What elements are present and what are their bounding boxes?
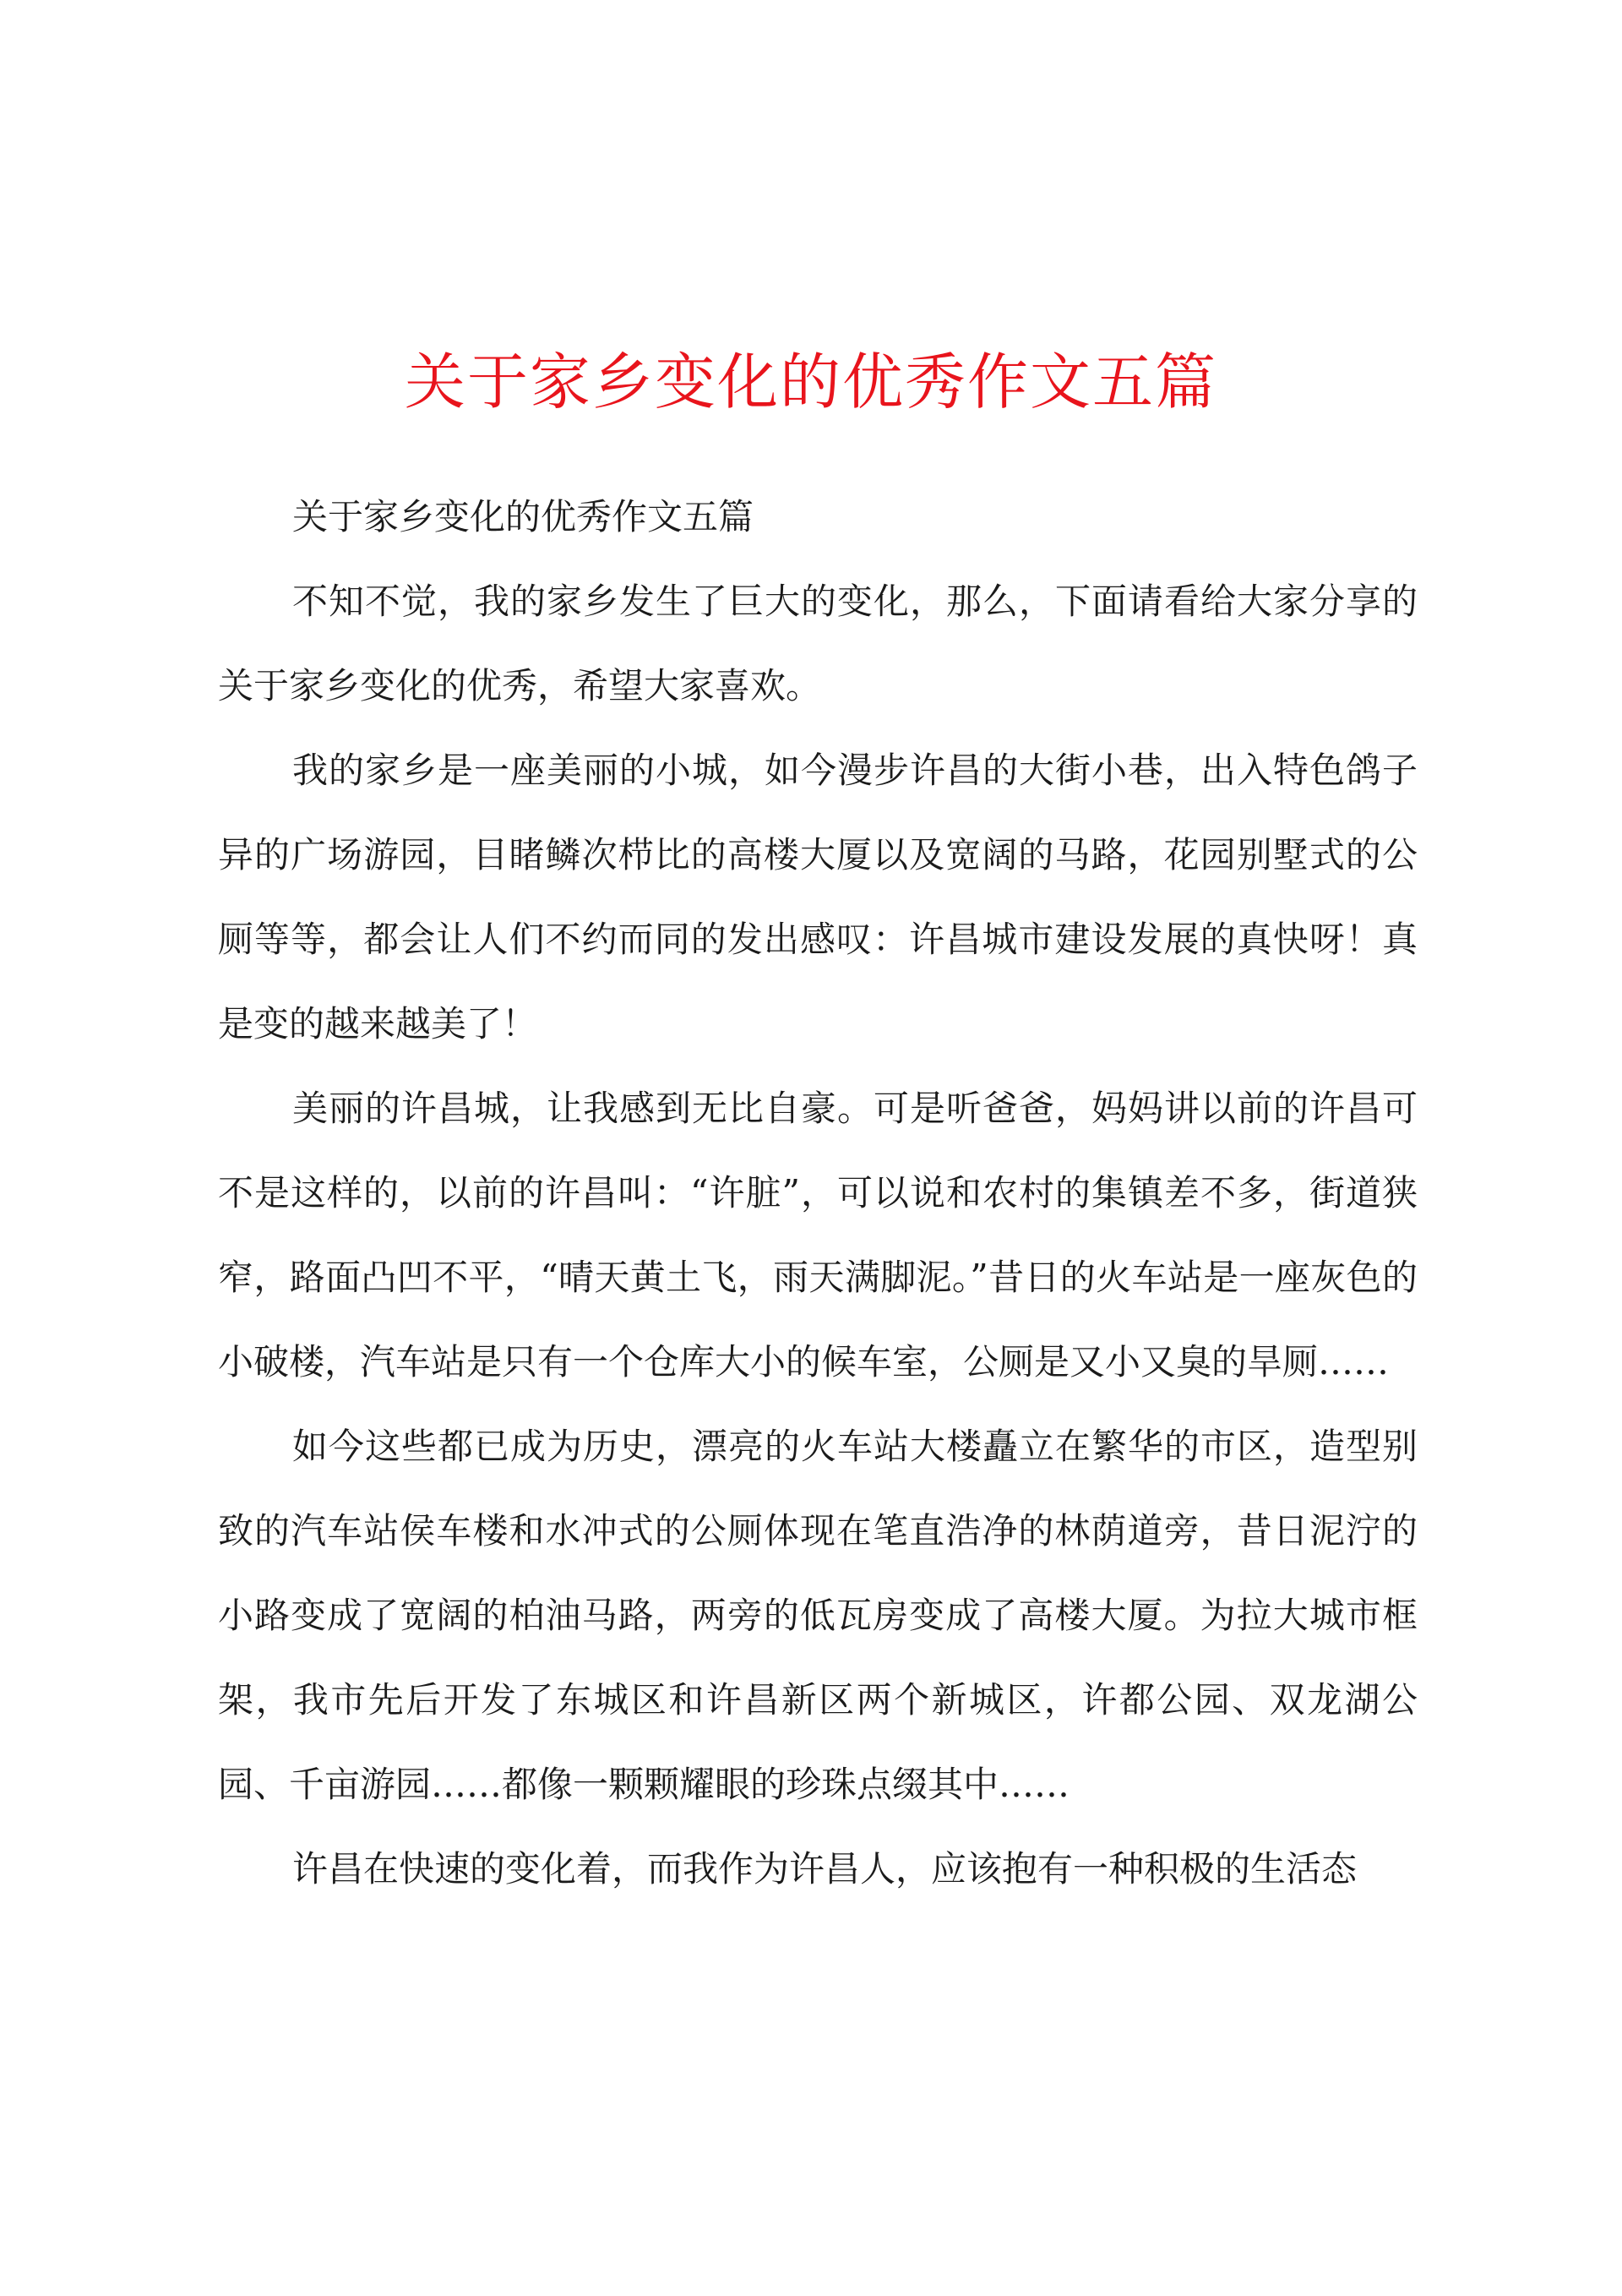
paragraph: 许昌在快速的变化着，而我作为许昌人，应该抱有一种积极的生活态 (292, 1848, 1358, 1890)
paragraph: 如今这些都已成为历史，漂亮的火车站大楼矗立在繁华的市区，造型别致的汽车站侯车楼和水冲式的公厕体现在笔直浩净的林荫道旁，昔日泥泞的小路变成了宽阔的柏油马路，两旁的低瓦房变成了高楼大厦。为拉大城市框架，我市先后开发了东城区和许昌新区两个新城区，许都公园、双龙湖公园、千亩游园……都像一颗颗耀眼的珍珠点缀其中…… (218, 1426, 1418, 1805)
paragraph: 我的家乡是一座美丽的小城，如今漫步许昌的大街小巷，出入特色鸽子异的广场游园，目睹鳞次栉比的高楼大厦以及宽阔的马路，花园别墅式的公厕等等，都会让人们不约而同的发出感叹：许昌城市建设发展的真快呀！真是变的越来越美了！ (218, 750, 1418, 1044)
document-body (218, 475, 1418, 1912)
paragraph: 不知不觉，我的家乡发生了巨大的变化，那么，下面请看给大家分享的关于家乡变化的优秀，希望大家喜欢。 (218, 581, 1418, 706)
paragraph: 美丽的许昌城，让我感到无比自豪。可是听爸爸，妈妈讲以前的许昌可不是这样的，以前的许昌叫：“许脏”，可以说和农村的集镇差不多，街道狭窄，路面凸凹不平，“晴天黄土飞，雨天满脚泥。”昔日的火车站是一座灰色的小破楼，汽车站是只有一个仓库大小的候车室，公厕是又小又臭的旱厕…… (218, 1088, 1418, 1383)
paragraph: 关于家乡变化的优秀作文五篇 (292, 496, 754, 537)
document-title: 关于家乡变化的优秀作文五篇 (404, 346, 1217, 417)
